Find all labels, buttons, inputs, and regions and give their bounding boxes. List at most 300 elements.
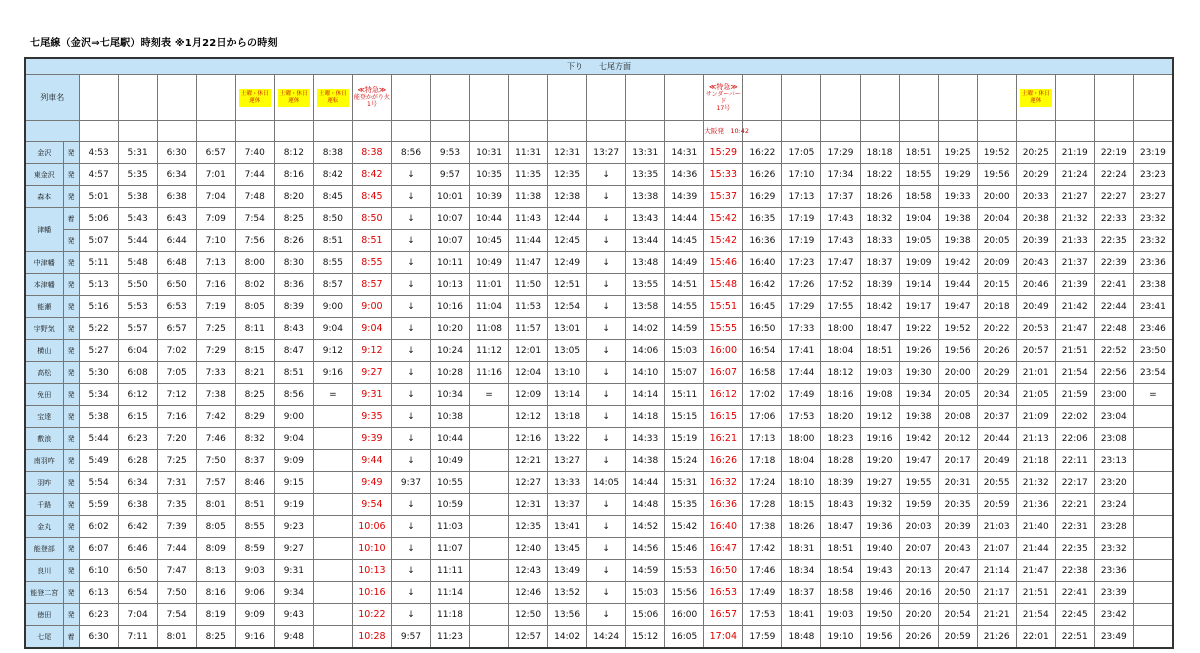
- time-cell: 23:41: [1133, 296, 1173, 318]
- train-name-cell: [821, 75, 860, 121]
- time-cell: 6:23: [79, 604, 118, 626]
- arrival-departure-mark: 発: [63, 494, 79, 516]
- time-cell: 13:41: [548, 516, 587, 538]
- time-cell: 20:26: [977, 340, 1016, 362]
- time-cell: 9:00: [313, 296, 352, 318]
- time-cell: 8:55: [313, 252, 352, 274]
- station-name: 中津幡: [25, 252, 63, 274]
- time-cell: 15:03: [626, 582, 665, 604]
- time-cell: 16:50: [743, 318, 782, 340]
- time-cell: 20:39: [1016, 230, 1055, 252]
- time-cell: 15:15: [665, 406, 704, 428]
- arrival-departure-mark: 発: [63, 472, 79, 494]
- time-cell: 20:33: [1016, 186, 1055, 208]
- time-cell: 17:06: [743, 406, 782, 428]
- time-cell: 19:59: [899, 494, 938, 516]
- note-cell: [1133, 121, 1173, 142]
- time-cell: 15:11: [665, 384, 704, 406]
- time-cell: 6:04: [118, 340, 157, 362]
- time-cell: [1133, 450, 1173, 472]
- pass-through-arrow: ↓: [391, 494, 430, 516]
- time-cell: 16:15: [704, 406, 743, 428]
- time-cell: 22:17: [1055, 472, 1094, 494]
- time-cell: 17:59: [743, 626, 782, 649]
- time-cell: 9:49: [352, 472, 391, 494]
- time-cell: 12:46: [509, 582, 548, 604]
- time-cell: [313, 582, 352, 604]
- time-cell: 21:14: [977, 560, 1016, 582]
- time-cell: 8:30: [274, 252, 313, 274]
- time-cell: 11:18: [430, 604, 469, 626]
- station-name: 七尾: [25, 626, 63, 649]
- limited-express-label: [704, 84, 742, 112]
- time-cell: 5:13: [79, 274, 118, 296]
- time-cell: 18:28: [821, 450, 860, 472]
- time-cell: 19:03: [860, 362, 899, 384]
- tag-line: ≪特急≫: [709, 82, 738, 91]
- time-cell: 22:35: [1094, 230, 1133, 252]
- train-name-cell: [1055, 75, 1094, 121]
- time-cell: 13:52: [548, 582, 587, 604]
- time-cell: 12:35: [548, 164, 587, 186]
- station-name: 金丸: [25, 516, 63, 538]
- time-cell: 19:43: [860, 560, 899, 582]
- time-cell: 8:02: [235, 274, 274, 296]
- time-cell: [470, 494, 509, 516]
- time-cell: 23:46: [1133, 318, 1173, 340]
- time-cell: 13:44: [626, 230, 665, 252]
- service-day-tag: [278, 89, 310, 107]
- pass-through-arrow: ↓: [587, 230, 626, 252]
- train-name-cell: [509, 75, 548, 121]
- time-cell: [1133, 582, 1173, 604]
- time-cell: 18:42: [860, 296, 899, 318]
- time-cell: 21:51: [1016, 582, 1055, 604]
- time-cell: 11:47: [509, 252, 548, 274]
- time-cell: 17:44: [782, 362, 821, 384]
- time-cell: 18:20: [821, 406, 860, 428]
- arrival-departure-mark: 発: [63, 142, 79, 164]
- time-cell: 12:50: [509, 604, 548, 626]
- time-cell: 18:37: [860, 252, 899, 274]
- time-cell: 22:21: [1055, 494, 1094, 516]
- train-name-cell: [157, 75, 196, 121]
- note-cell: [509, 121, 548, 142]
- time-cell: 19:04: [899, 208, 938, 230]
- time-cell: 6:07: [79, 538, 118, 560]
- time-cell: 18:48: [782, 626, 821, 649]
- arrival-departure-mark: 発: [63, 318, 79, 340]
- pass-through-arrow: ↓: [391, 318, 430, 340]
- note-row: [25, 121, 1173, 142]
- time-cell: 8:05: [235, 296, 274, 318]
- time-cell: 7:12: [157, 384, 196, 406]
- time-cell: [1133, 406, 1173, 428]
- direction-header-row: [25, 58, 1173, 75]
- train-name-cell: [587, 75, 626, 121]
- station-row: [25, 516, 1173, 538]
- time-cell: 18:12: [821, 362, 860, 384]
- time-cell: 12:45: [548, 230, 587, 252]
- time-cell: 13:27: [587, 142, 626, 164]
- time-cell: 8:37: [235, 450, 274, 472]
- time-cell: 22:44: [1094, 296, 1133, 318]
- time-cell: 13:01: [548, 318, 587, 340]
- train-name-cell: [860, 75, 899, 121]
- pass-through-arrow: ↓: [587, 340, 626, 362]
- station-row: [25, 450, 1173, 472]
- arrival-departure-mark: 着: [63, 208, 79, 230]
- time-cell: 19:42: [938, 252, 977, 274]
- time-cell: 11:01: [470, 274, 509, 296]
- time-cell: 11:04: [470, 296, 509, 318]
- time-cell: 7:57: [196, 472, 235, 494]
- time-cell: 7:13: [196, 252, 235, 274]
- time-cell: 15:56: [665, 582, 704, 604]
- pass-through-arrow: ↓: [587, 274, 626, 296]
- time-cell: 22:35: [1055, 538, 1094, 560]
- time-cell: 13:31: [626, 142, 665, 164]
- time-cell: 15:29: [704, 142, 743, 164]
- arrival-departure-mark: 発: [63, 252, 79, 274]
- time-cell: 21:51: [1055, 340, 1094, 362]
- note-cell: [1055, 121, 1094, 142]
- time-cell: 6:38: [157, 186, 196, 208]
- time-cell: 12:51: [548, 274, 587, 296]
- time-cell: 21:19: [1055, 142, 1094, 164]
- time-cell: 17:02: [743, 384, 782, 406]
- time-cell: 6:30: [79, 626, 118, 649]
- time-cell: 20:05: [938, 384, 977, 406]
- time-cell: 20:53: [1016, 318, 1055, 340]
- time-cell: 22:19: [1094, 142, 1133, 164]
- time-cell: 9:27: [352, 362, 391, 384]
- pass-through-arrow: ↓: [391, 186, 430, 208]
- time-cell: 17:13: [743, 428, 782, 450]
- time-cell: 10:49: [430, 450, 469, 472]
- time-cell: 23:32: [1094, 538, 1133, 560]
- time-cell: 20:09: [977, 252, 1016, 274]
- time-cell: 10:16: [352, 582, 391, 604]
- time-cell: 11:16: [470, 362, 509, 384]
- time-cell: 17:43: [821, 208, 860, 230]
- time-cell: 8:19: [196, 604, 235, 626]
- time-cell: 7:47: [157, 560, 196, 582]
- tag-line: 土曜・休日: [241, 90, 269, 97]
- time-cell: 18:23: [821, 428, 860, 450]
- time-cell: 7:16: [196, 274, 235, 296]
- time-cell: 20:00: [977, 186, 1016, 208]
- time-cell: [470, 406, 509, 428]
- time-cell: 20:44: [977, 428, 1016, 450]
- time-cell: 5:57: [118, 318, 157, 340]
- time-cell: 14:38: [626, 450, 665, 472]
- time-cell: 21:21: [977, 604, 1016, 626]
- time-cell: 11:23: [430, 626, 469, 649]
- arrival-departure-mark: 発: [63, 560, 79, 582]
- time-cell: 20:26: [899, 626, 938, 649]
- pass-through-arrow: ↓: [391, 516, 430, 538]
- station-row: [25, 252, 1173, 274]
- time-cell: [313, 428, 352, 450]
- station-name: 宇野気: [25, 318, 63, 340]
- time-cell: 8:09: [196, 538, 235, 560]
- time-cell: 16:00: [704, 340, 743, 362]
- time-cell: 18:43: [821, 494, 860, 516]
- time-cell: 18:04: [821, 340, 860, 362]
- timetable: [24, 57, 1174, 649]
- time-cell: 20:50: [938, 582, 977, 604]
- arrival-departure-mark: 発: [63, 406, 79, 428]
- time-cell: 19:09: [899, 252, 938, 274]
- time-cell: 18:55: [899, 164, 938, 186]
- time-cell: 14:24: [587, 626, 626, 649]
- time-cell: [313, 472, 352, 494]
- time-cell: 14:02: [548, 626, 587, 649]
- time-cell: 19:08: [860, 384, 899, 406]
- time-cell: 12:43: [509, 560, 548, 582]
- time-cell: 15:42: [704, 230, 743, 252]
- time-cell: 9:09: [274, 450, 313, 472]
- time-cell: 9:19: [274, 494, 313, 516]
- time-cell: 20:59: [938, 626, 977, 649]
- time-cell: 16:21: [704, 428, 743, 450]
- time-cell: 20:12: [938, 428, 977, 450]
- time-cell: 10:22: [352, 604, 391, 626]
- time-cell: 5:27: [79, 340, 118, 362]
- time-cell: 13:18: [548, 406, 587, 428]
- train-name-cell: [1016, 75, 1055, 121]
- station-row: [25, 560, 1173, 582]
- train-name-cell: [665, 75, 704, 121]
- time-cell: 20:00: [938, 362, 977, 384]
- time-cell: 16:35: [743, 208, 782, 230]
- train-name-cell: [391, 75, 430, 121]
- time-cell: 15:07: [665, 362, 704, 384]
- time-cell: 11:11: [430, 560, 469, 582]
- time-cell: 22:52: [1094, 340, 1133, 362]
- time-cell: 13:22: [548, 428, 587, 450]
- time-cell: 19:03: [821, 604, 860, 626]
- time-cell: 19:56: [860, 626, 899, 649]
- time-cell: [1133, 560, 1173, 582]
- time-cell: 10:16: [430, 296, 469, 318]
- time-cell: 18:58: [899, 186, 938, 208]
- time-cell: 10:13: [352, 560, 391, 582]
- tag-line: 土曜・休日: [319, 90, 347, 97]
- note-cell: [157, 121, 196, 142]
- time-cell: 20:35: [938, 494, 977, 516]
- time-cell: [470, 604, 509, 626]
- tag-line: 運休: [249, 97, 261, 104]
- train-name-cell: [1133, 75, 1173, 121]
- time-cell: 6:46: [118, 538, 157, 560]
- station-name: 横山: [25, 340, 63, 362]
- time-cell: 10:44: [470, 208, 509, 230]
- time-cell: 7:19: [196, 296, 235, 318]
- time-cell: 20:43: [938, 538, 977, 560]
- time-cell: 21:54: [1016, 604, 1055, 626]
- time-cell: 18:04: [782, 450, 821, 472]
- note-cell: [196, 121, 235, 142]
- arrival-departure-mark: 発: [63, 164, 79, 186]
- time-cell: 9:54: [352, 494, 391, 516]
- station-name: 南羽咋: [25, 450, 63, 472]
- limited-express-label: [353, 87, 391, 108]
- time-cell: 10:44: [430, 428, 469, 450]
- note-label: [25, 121, 79, 142]
- note-cell: [938, 121, 977, 142]
- note-cell: [587, 121, 626, 142]
- time-cell: 14:33: [626, 428, 665, 450]
- pass-through-arrow: ↓: [391, 582, 430, 604]
- station-name: 宝達: [25, 406, 63, 428]
- time-cell: 17:13: [782, 186, 821, 208]
- time-cell: 10:55: [430, 472, 469, 494]
- origin-note: 大阪発 10:42: [704, 127, 750, 135]
- time-cell: 6:53: [157, 296, 196, 318]
- note-cell: [782, 121, 821, 142]
- time-cell: 12:21: [509, 450, 548, 472]
- time-cell: 5:43: [118, 208, 157, 230]
- station-row: [25, 494, 1173, 516]
- time-cell: [1133, 626, 1173, 649]
- time-cell: 16:29: [743, 186, 782, 208]
- time-cell: 19:38: [938, 230, 977, 252]
- time-cell: 20:34: [977, 384, 1016, 406]
- time-cell: 8:20: [274, 186, 313, 208]
- note-cell: [235, 121, 274, 142]
- time-cell: 9:35: [352, 406, 391, 428]
- time-cell: 17:38: [743, 516, 782, 538]
- time-cell: 6:12: [118, 384, 157, 406]
- time-cell: 23:39: [1094, 582, 1133, 604]
- time-cell: 14:31: [665, 142, 704, 164]
- note-cell: [79, 121, 118, 142]
- station-name: 免田: [25, 384, 63, 406]
- time-cell: 19:52: [977, 142, 1016, 164]
- time-cell: 20:29: [1016, 164, 1055, 186]
- time-cell: 17:29: [782, 296, 821, 318]
- time-cell: 12:27: [509, 472, 548, 494]
- time-cell: 12:35: [509, 516, 548, 538]
- time-cell: 6:50: [118, 560, 157, 582]
- time-cell: 14:44: [665, 208, 704, 230]
- time-cell: 7:50: [196, 450, 235, 472]
- time-cell: 22:51: [1055, 626, 1094, 649]
- time-cell: 8:38: [352, 142, 391, 164]
- time-cell: 7:04: [118, 604, 157, 626]
- arrival-departure-mark: 発: [63, 274, 79, 296]
- train-name-cell: [235, 75, 274, 121]
- time-cell: 8:43: [274, 318, 313, 340]
- time-cell: [1133, 428, 1173, 450]
- time-cell: 11:07: [430, 538, 469, 560]
- time-cell: 21:27: [1055, 186, 1094, 208]
- tag-line: 能登かがり火: [353, 94, 390, 101]
- time-cell: 13:55: [626, 274, 665, 296]
- time-cell: 8:25: [274, 208, 313, 230]
- pass-through-arrow: ↓: [587, 384, 626, 406]
- time-cell: 7:44: [235, 164, 274, 186]
- time-cell: 19:50: [860, 604, 899, 626]
- time-cell: 19:32: [860, 494, 899, 516]
- pass-through-arrow: ↓: [587, 604, 626, 626]
- train-name-cell: [274, 75, 313, 121]
- time-cell: 16:53: [704, 582, 743, 604]
- arrival-departure-mark: 発: [63, 230, 79, 252]
- time-cell: 17:18: [743, 450, 782, 472]
- note-cell: [860, 121, 899, 142]
- time-cell: 10:07: [430, 208, 469, 230]
- time-cell: 7:39: [157, 516, 196, 538]
- time-cell: 19:52: [938, 318, 977, 340]
- time-cell: 15:33: [704, 164, 743, 186]
- time-cell: 10:24: [430, 340, 469, 362]
- time-cell: 23:20: [1094, 472, 1133, 494]
- time-cell: 9:04: [313, 318, 352, 340]
- time-cell: 23:19: [1133, 142, 1173, 164]
- time-cell: 10:39: [470, 186, 509, 208]
- pass-through-arrow: ↓: [587, 164, 626, 186]
- time-cell: 8:39: [274, 296, 313, 318]
- time-cell: 23:36: [1094, 560, 1133, 582]
- time-cell: 13:49: [548, 560, 587, 582]
- time-cell: 8:36: [274, 274, 313, 296]
- time-cell: 10:38: [430, 406, 469, 428]
- time-cell: 12:01: [509, 340, 548, 362]
- time-cell: 8:11: [235, 318, 274, 340]
- time-cell: 21:17: [977, 582, 1016, 604]
- time-cell: 19:47: [938, 296, 977, 318]
- train-name-cell: [938, 75, 977, 121]
- time-cell: 21:24: [1055, 164, 1094, 186]
- time-cell: 6:10: [79, 560, 118, 582]
- time-cell: 17:47: [821, 252, 860, 274]
- arrival-departure-mark: 発: [63, 604, 79, 626]
- time-cell: 21:05: [1016, 384, 1055, 406]
- time-cell: 7:11: [118, 626, 157, 649]
- time-cell: [313, 516, 352, 538]
- time-cell: [470, 428, 509, 450]
- time-cell: 5:54: [79, 472, 118, 494]
- pass-through-arrow: ↓: [587, 186, 626, 208]
- time-cell: 8:16: [196, 582, 235, 604]
- time-cell: 17:10: [782, 164, 821, 186]
- time-cell: 14:14: [626, 384, 665, 406]
- note-cell: [548, 121, 587, 142]
- time-cell: [1133, 516, 1173, 538]
- time-cell: 18:18: [860, 142, 899, 164]
- time-cell: 8:42: [313, 164, 352, 186]
- time-cell: 23:42: [1094, 604, 1133, 626]
- time-cell: 10:28: [430, 362, 469, 384]
- pass-through-arrow: ↓: [587, 516, 626, 538]
- time-cell: 11:31: [509, 142, 548, 164]
- note-cell: [313, 121, 352, 142]
- time-cell: 8:56: [391, 142, 430, 164]
- note-cell: [704, 121, 750, 142]
- document-title: 七尾線（金沢⇒七尾駅）時刻表 ※1月22日からの時刻: [30, 38, 278, 49]
- train-name-row: [25, 75, 1173, 121]
- time-cell: 17:33: [782, 318, 821, 340]
- station-row: [25, 318, 1173, 340]
- pass-through-arrow: ↓: [391, 406, 430, 428]
- time-cell: 6:57: [157, 318, 196, 340]
- time-cell: 8:15: [235, 340, 274, 362]
- time-cell: 6:43: [157, 208, 196, 230]
- direction-header: 下り 七尾方面: [25, 58, 1173, 75]
